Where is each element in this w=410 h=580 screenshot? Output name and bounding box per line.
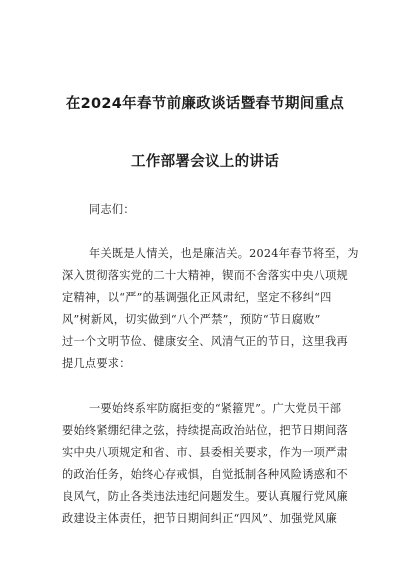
paragraph-1-line: 深入贯彻落实党的二十大精神，锲而不舍落实中央八项规 bbox=[62, 269, 348, 282]
paragraph-1-line: 过一个文明节俭、健康安全、风清气正的节日，这里我再 bbox=[62, 335, 348, 348]
paragraph-2-line: 良风气，防止各类违法违纪问题发生。要认真履行党风廉 bbox=[62, 490, 348, 503]
document-title-line-2: 工作部署会议上的讲话 bbox=[131, 154, 279, 170]
paragraph-2-line: 要始终紧绷纪律之弦，持续提高政治站位，把节日期间落 bbox=[62, 424, 348, 437]
paragraph-1-line: 提几点要求： bbox=[62, 357, 131, 370]
paragraph-1-line: 定精神，以“严”的基调强化正风肃纪，坚定不移纠“四 bbox=[62, 291, 332, 304]
paragraph-1-line: 年关既是人情关，也是廉洁关。2024年春节将至，为 bbox=[89, 247, 359, 260]
paragraph-2-line: 政建设主体责任，把节日期间纠正“四风”、加强党风廉 bbox=[62, 512, 338, 525]
paragraph-2-line: 的政治任务，始终心存戒惧，自觉抵制各种风险诱惑和不 bbox=[62, 468, 348, 481]
paragraph-2-line: 实中央八项规定和省、市、县委相关要求，作为一项严肃 bbox=[62, 446, 348, 459]
salutation: 同志们： bbox=[89, 203, 135, 216]
paragraph-2-line: 一要始终系牢防腐拒变的“紧箍咒”。广大党员干部 bbox=[89, 402, 342, 415]
paragraph-1-line: 风”树新风，切实做到“八个严禁”，预防“节日腐败” bbox=[62, 313, 321, 326]
document-title-line-1: 在2024年春节前廉政谈话暨春节期间重点 bbox=[65, 96, 345, 112]
